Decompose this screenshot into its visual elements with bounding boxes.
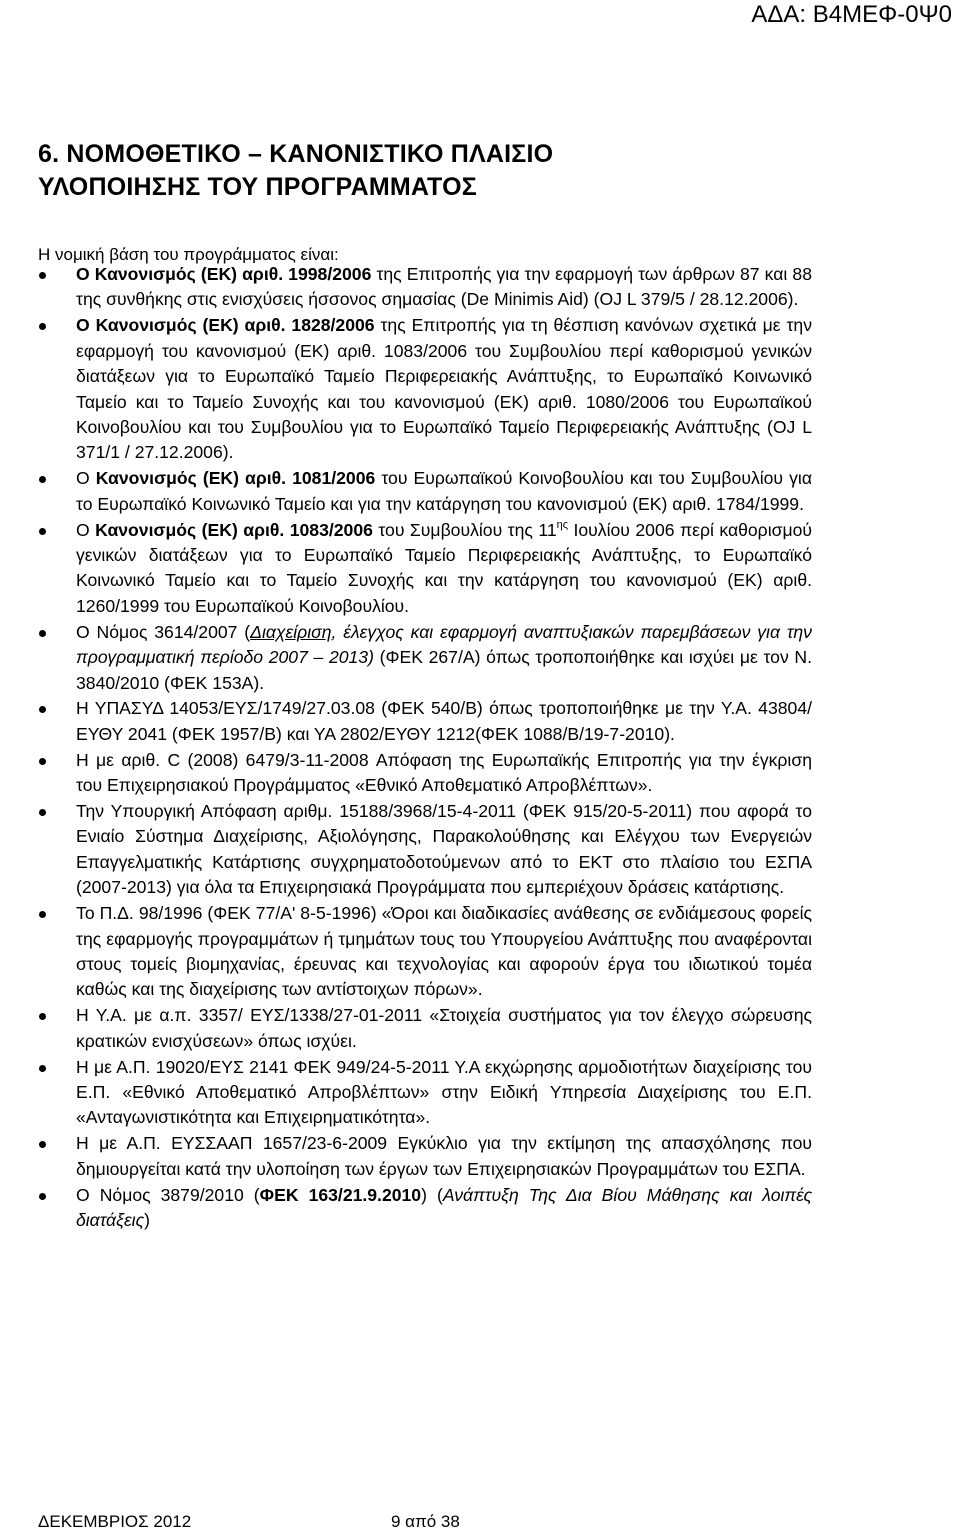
list-item: Η Υ.Α. με α.π. 3357/ ΕΥΣ/1338/27-01-2011 «Στοιχεία συστήματος για τον έλεγχο σώρευσης κρατικών ενισχύσεων» όπως ισχύει. [76,1003,812,1054]
regulation-ref: Κανονισμός (ΕΚ) αριθ. 1081/2006 [95,468,376,489]
list-item [76,466,812,517]
law-title: Ανάπτυξη Της Δια Βίου Μάθησης και λοιπές διατάξεις [76,1184,812,1231]
list-item: Η με Α.Π. 19020/ΕΥΣ 2141 ΦΕΚ 949/24-5-2011 Υ.Α εκχώρησης αρμοδιοτήτων διαχείρισης του Ε.Π. «Εθνικό Αποθεματικό Απροβλέπτων» στην Ειδική Υπηρεσία Διαχείρισης του Ε.Π. «Ανταγωνιστικότητα και Επιχειρηματικότητα». [76,1055,812,1131]
gazette-ref: ΦΕΚ 163/21.9.2010 [259,1184,422,1205]
document-id: ΑΔΑ: Β4ΜΕΦ-0Ψ0 [751,1,952,28]
list-item [76,620,812,696]
item-text: Ο Νόμος 3614/2007 ( [76,621,251,642]
item-text: Ο [76,519,96,540]
list-item: Την Υπουργική Απόφαση αριθμ. 15188/3968/15-4-2011 (ΦΕΚ 915/20-5-2011) που αφορά το Ενιαίο Σύστημα Διαχείρισης, Αξιολόγησης, Παρακολούθησης και Ελέγχου των Ενεργειών Επαγγελματικής Κατάρτισης συγχρηματοδοτούμενων από το ΕΚΤ στο πλαίσιο του ΕΣΠΑ (2007-2013) για όλα τα Επιχειρησιακά Προγράμματα που εμπεριέχουν δράσεις κατάρτισης. [76,799,812,901]
list-item [76,313,812,465]
list-item [76,518,812,620]
list-item: Η ΥΠΑΣΥΔ 14053/ΕΥΣ/1749/27.03.08 (ΦΕΚ 540/Β) όπως τροποποιήθηκε με την Υ.Α. 43804/ΕΥΘΥ 2041 (ΦΕΚ 1957/Β) και ΥΑ 2802/ΕΥΘΥ 1212(ΦΕΚ 1088/Β/19-7-2010). [76,696,812,747]
section-title-line2: ΥΛΟΠΟΙΗΣΗΣ ΤΟΥ ΠΡΟΓΡΑΜΜΑΤΟΣ [38,173,477,201]
regulation-ref: Κανονισμός (ΕΚ) αριθ. 1083/2006 [95,519,373,540]
ordinal-suffix: ης [556,518,569,531]
item-text: του Συμβουλίου της 11 [372,519,557,540]
section-title [38,138,918,204]
item-text: (ΦΕΚ 267/Α) όπως τροποποιήθηκε και ισχύει με τον Ν. 3840/2010 (ΦΕΚ 153Α). [76,647,812,693]
list-item: Το Π.Δ. 98/1996 (ΦΕΚ 77/Α' 8-5-1996) «Όροι και διαδικασίες ανάθεσης σε ενδιάμεσους φορείς της εφαρμογής προγραμμάτων ή τμημάτων τους του Υπουργείου Ανάπτυξης που αναφέρονται στους τομείς βιομηχανίας, έρευνας και τεχνολογίας και αφορούν έργα του ιδιωτικού τομέα καθώς και της διαχείρισης των αντίστοιχων πόρων». [76,901,812,1003]
item-text: της Επιτροπής για την εφαρμογή των άρθρων 87 και 88 της συνθήκης στις ενισχύσεις ήσσονος σημασίας (De Minimis Aid) (OJ L 379/5 / 28.12.2006). [76,264,812,310]
regulation-ref: Ο Κανονισμός (ΕΚ) αριθ. 1998/2006 [76,264,372,284]
item-text: Ο [76,468,96,489]
list-item: Η με αριθ. C (2008) 6479/3-11-2008 Απόφαση της Ευρωπαϊκής Επιτροπής για την έγκριση του Επιχειρησιακού Προγράμματος «Εθνικό Αποθεματικό Απροβλέπτων». [76,748,812,799]
item-text: της Επιτροπής για τη θέσπιση κανόνων σχετικά με την εφαρμογή του κανονισμού (ΕΚ) αριθ. 1083/2006 του Συμβουλίου περί καθορισμού γενικών διατάξεων για το Ευρωπαϊκό Ταμείο Περιφερειακής Ανάπτυξης, το Ευρωπαϊκό Κοινωνικό Ταμείο και το Ταμείο Συνοχής και του κανονισμού (ΕΚ) αριθ. 1080/2006 του Ευρωπαϊκού Κοινοβουλίου και του Συμβουλίου για το Ευρωπαϊκό Ταμείο Περιφερειακής Ανάπτυξης (OJ L 371/1 / 27.12.2006). [76,315,812,463]
list-item [76,262,812,313]
legal-basis-list [76,262,812,1233]
intro-text: Η νομική βάση του προγράμματος είναι: [38,245,339,264]
regulation-ref: Ο Κανονισμός (ΕΚ) αριθ. 1828/2006 [76,315,375,336]
item-text: του Ευρωπαϊκού Κοινοβουλίου και του Συμβουλίου για το Ευρωπαϊκό Κοινωνικό Ταμείο και για την κατάργηση του κανονισμού (ΕΚ) αριθ. 1784/1999. [76,468,812,514]
item-text: ) ( [421,1184,443,1205]
item-text: ) [144,1210,151,1231]
item-text: Ιουλίου 2006 περί καθορισμού γενικών διατάξεων για το Ευρωπαϊκό Ταμείο Περιφερειακής Ανάπτυξης, το Ευρωπαϊκό Κοινωνικό Ταμείο και το Ταμείο Συνοχής και την κατάργηση του κανονισμού (ΕΚ) αριθ. 1260/1999 του Ευρωπαϊκού Κοινοβουλίου. [76,519,812,616]
law-title: , έλεγχος και εφαρμογή αναπτυξιακών παρεμβάσεων για την προγραμματική περίοδο 2007 – 2013) [76,621,812,668]
list-item [76,1183,812,1234]
section-title-line1: 6. ΝΟΜΟΘΕΤΙΚΟ – ΚΑΝΟΝΙΣΤΙΚΟ ΠΛΑΙΣΙΟ [38,140,554,168]
item-text: Ο Νόμος 3879/2010 ( [76,1184,260,1205]
footer-date: ΔΕΚΕΜΒΡΙΟΣ 2012 [38,1512,192,1531]
law-title-underlined: Διαχείριση [250,621,332,642]
page-number: 9 από 38 [391,1512,460,1531]
list-item: Η με Α.Π. ΕΥΣΣΑΑΠ 1657/23-6-2009 Εγκύκλιο για την εκτίμηση της απασχόλησης που δημιουργείται κατά την υλοποίηση των έργων των Επιχειρησιακών Προγραμμάτων του ΕΣΠΑ. [76,1131,812,1182]
